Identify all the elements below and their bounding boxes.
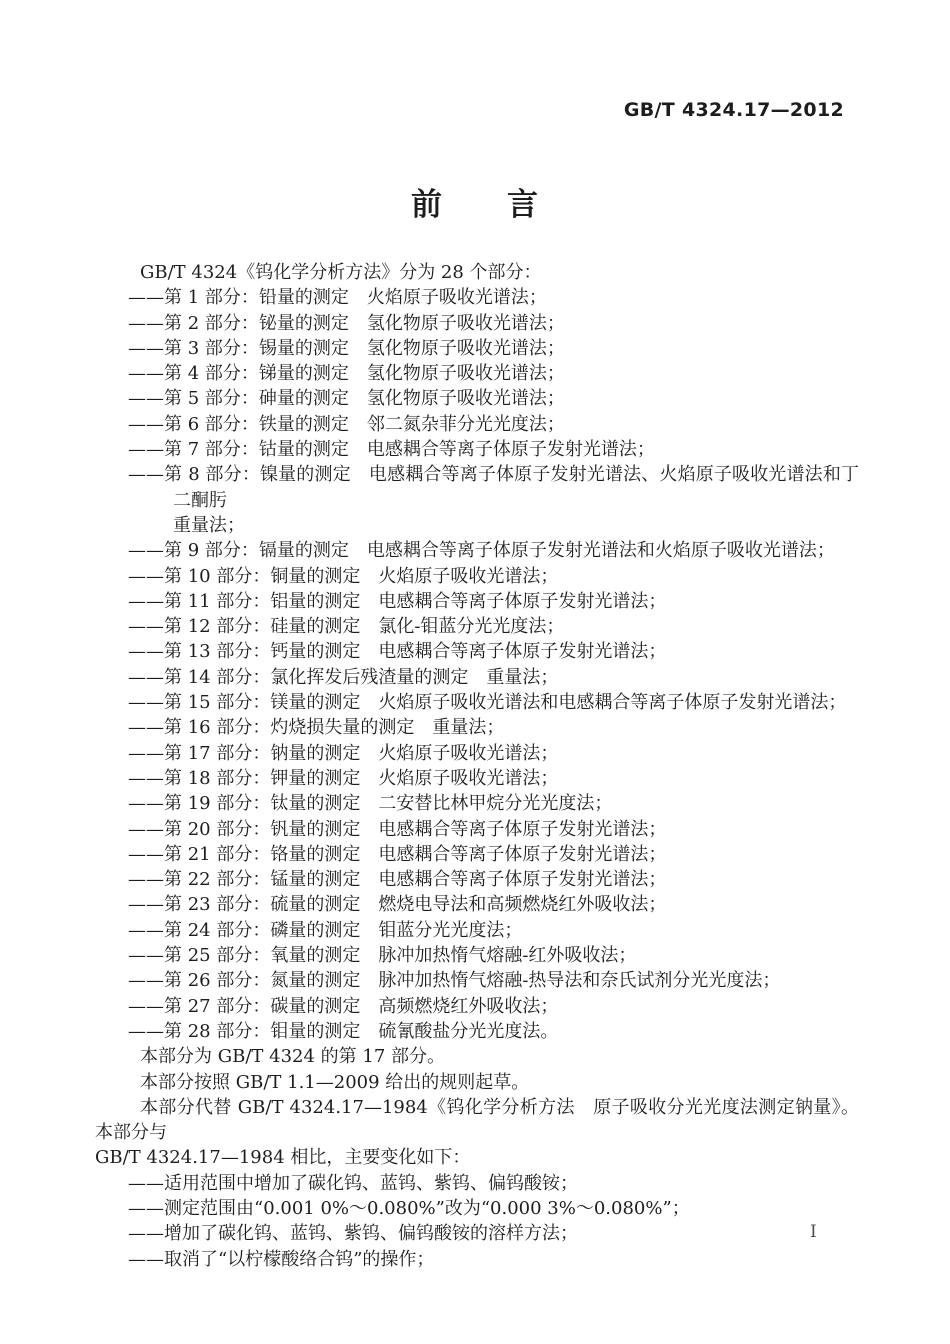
- foreword-part-line: ——第 14 部分：氯化挥发后残渣量的测定 重量法；: [128, 666, 559, 688]
- foreword-part-line: ——第 1 部分：铅量的测定 火焰原子吸收光谱法；: [128, 287, 547, 309]
- foreword-part-line: ——第 19 部分：钛量的测定 二安替比林甲烷分光光度法；: [128, 793, 613, 815]
- foreword-intro: GB/T 4324《钨化学分析方法》分为 28 个部分：: [140, 262, 542, 283]
- foreword-part-line: ——第 27 部分：碳量的测定 高频燃烧红外吸收法；: [128, 995, 559, 1017]
- foreword-change-line: ——适用范围中增加了碳化钨、蓝钨、紫钨、偏钨酸铵；: [128, 1172, 578, 1194]
- foreword-para-rules: 本部分按照 GB/T 1.1—2009 给出的规则起草。: [140, 1071, 530, 1093]
- foreword-part-line: ——第 26 部分：氮量的测定 脉冲加热惰气熔融-热导法和奈氏试剂分光光度法；: [128, 970, 781, 992]
- foreword-part-line: ——第 28 部分：钼量的测定 硫氰酸盐分光光度法。: [128, 1020, 559, 1042]
- foreword-part-line: ——第 16 部分：灼烧损失量的测定 重量法；: [128, 717, 505, 739]
- foreword-parts-list: [95, 285, 859, 1044]
- foreword-part-line: ——第 23 部分：硫量的测定 燃烧电导法和高频燃烧红外吸收法；: [128, 894, 667, 916]
- foreword-part-line: ——第 6 部分：铁量的测定 邻二氮杂菲分光光度法；: [128, 413, 565, 435]
- foreword-part-line: ——第 25 部分：氧量的测定 脉冲加热惰气熔融-红外吸收法；: [128, 945, 637, 967]
- foreword-part-line: ——第 20 部分：钒量的测定 电感耦合等离子体原子发射光谱法；: [128, 818, 667, 840]
- foreword-part-line: ——第 15 部分：镁量的测定 火焰原子吸收光谱法和电感耦合等离子体原子发射光谱法；: [128, 692, 847, 714]
- foreword-part-line: ——第 2 部分：铋量的测定 氢化物原子吸收光谱法；: [128, 312, 565, 334]
- foreword-part-line: ——第 22 部分：锰量的测定 电感耦合等离子体原子发射光谱法；: [128, 869, 667, 891]
- foreword-part-line: ——第 8 部分：镍量的测定 电感耦合等离子体原子发射光谱法、火焰原子吸收光谱法和丁二酮肟: [128, 464, 859, 511]
- foreword-part-line: ——第 7 部分：钴量的测定 电感耦合等离子体原子发射光谱法；: [128, 439, 655, 461]
- foreword-part-line: ——第 17 部分：钠量的测定 火焰原子吸收光谱法；: [128, 742, 559, 764]
- foreword-para-replace-line1: 本部分代替 GB/T 4324.17—1984《钨化学分析方法 原子吸收分光光度法测定钠量》。本部分与: [95, 1096, 859, 1144]
- foreword-changes-list: [95, 1171, 859, 1272]
- standard-number: GB/T 4324.17—2012: [623, 99, 844, 121]
- foreword-part-line: ——第 3 部分：锡量的测定 氢化物原子吸收光谱法；: [128, 337, 565, 359]
- foreword-part-line: ——第 11 部分：铝量的测定 电感耦合等离子体原子发射光谱法；: [128, 590, 667, 612]
- foreword-para-part17: 本部分为 GB/T 4324 的第 17 部分。: [140, 1046, 445, 1068]
- foreword-part-line: ——第 4 部分：锑量的测定 氢化物原子吸收光谱法；: [128, 363, 565, 385]
- foreword-part-line: ——第 5 部分：砷量的测定 氢化物原子吸收光谱法；: [128, 388, 565, 410]
- foreword-para-replace-line2: GB/T 4324.17—1984 相比，主要变化如下：: [95, 1147, 471, 1169]
- foreword-part-line: 重量法；: [173, 514, 245, 536]
- foreword-part-line: ——第 9 部分：镉量的测定 电感耦合等离子体原子发射光谱法和火焰原子吸收光谱法；: [128, 540, 835, 562]
- foreword-part-line: ——第 21 部分：铬量的测定 电感耦合等离子体原子发射光谱法；: [128, 843, 667, 865]
- foreword-body: [95, 260, 859, 1272]
- page-number: I: [810, 1222, 817, 1242]
- foreword-part-line: ——第 13 部分：钙量的测定 电感耦合等离子体原子发射光谱法；: [128, 641, 667, 663]
- foreword-part-line: ——第 12 部分：硅量的测定 氯化-钼蓝分光光度法；: [128, 616, 565, 638]
- foreword-change-line: ——增加了碳化钨、蓝钨、紫钨、偏钨酸铵的溶样方法；: [128, 1223, 578, 1245]
- foreword-change-line: ——测定范围由“0.001 0%～0.080%”改为“0.000 3%～0.080%”；: [128, 1197, 690, 1219]
- page-title: 前 言: [411, 187, 539, 223]
- foreword-part-line: ——第 24 部分：磷量的测定 钼蓝分光光度法；: [128, 919, 523, 941]
- foreword-part-line: ——第 18 部分：钾量的测定 火焰原子吸收光谱法；: [128, 767, 559, 789]
- foreword-change-line: ——取消了“以柠檬酸络合钨”的操作；: [128, 1248, 435, 1270]
- foreword-part-line: ——第 10 部分：铜量的测定 火焰原子吸收光谱法；: [128, 565, 559, 587]
